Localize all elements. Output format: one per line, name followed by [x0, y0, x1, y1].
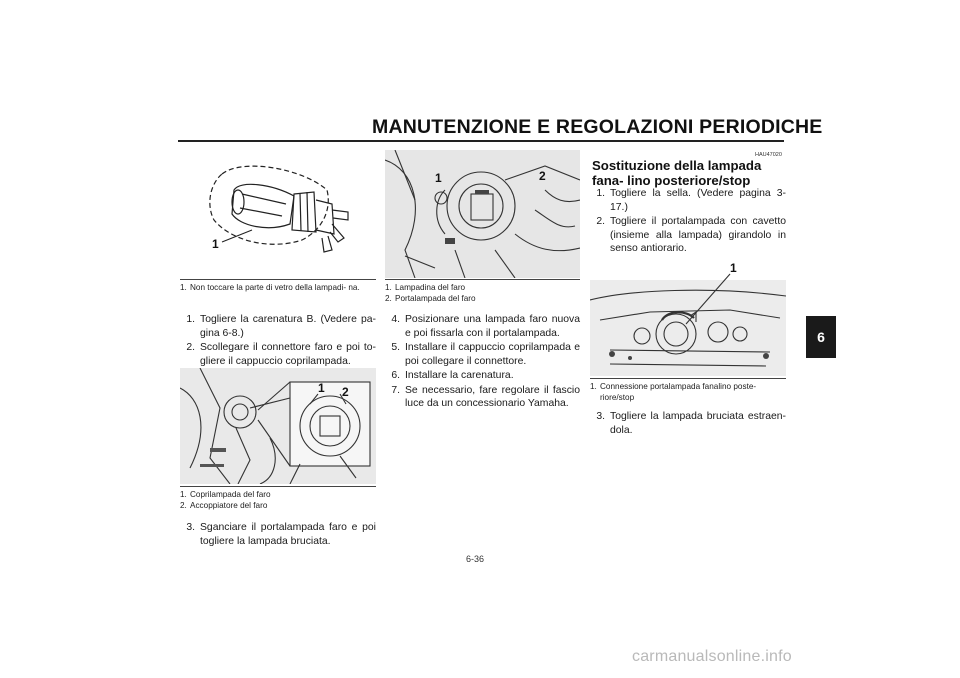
callout-bulb-1: 1 — [212, 237, 219, 251]
caption-rule — [180, 279, 376, 280]
figure-taillight — [590, 260, 786, 376]
callout-connector-2: 2 — [342, 385, 349, 399]
caption-item-text: Coprilampada del faro — [190, 490, 271, 499]
step-number: 5. — [391, 342, 400, 353]
caption-item — [180, 282, 376, 293]
step-text: Installare il cappuccio coprilampada e poi collegare il connettore. — [405, 342, 580, 367]
header-rule — [178, 140, 784, 142]
caption-item — [180, 489, 376, 500]
step-number: 2. — [186, 342, 195, 353]
step-number: 7. — [391, 384, 400, 396]
caption-rule — [180, 486, 376, 487]
page-number: 6-36 — [466, 554, 485, 564]
callout-connector-1: 1 — [318, 381, 325, 395]
caption-item-number: 2. — [180, 501, 187, 510]
step-text: Posizionare una lampada faro nuova e poi fissarla con il portalampada. — [405, 314, 580, 339]
caption-taillight — [590, 381, 786, 403]
step-item — [385, 369, 580, 383]
caption-item-number: 1. — [590, 382, 597, 391]
caption-item-number: 1. — [180, 490, 187, 499]
step-number: 1. — [596, 188, 605, 199]
caption-item — [385, 293, 580, 304]
step-number: 3. — [186, 522, 195, 533]
section-title: Sostituzione della lampada fana- lino posteriore/stop — [592, 158, 762, 188]
step-number: 4. — [391, 314, 400, 325]
watermark[interactable]: carmanualsonline.info — [632, 648, 792, 665]
step-text: Togliere la lampada bruciata estraen- dola. — [610, 411, 786, 436]
step-item — [590, 187, 786, 214]
step-text: Se necessario, fare regolare il fascio luce da un concessionario Yamaha. — [405, 384, 580, 409]
callout-headlight-2: 2 — [539, 169, 546, 183]
caption-item-text: Connessione portalampada fanalino poste- riore/stop — [600, 382, 757, 402]
caption-item — [180, 500, 376, 511]
step-text: Sganciare il portalampada faro e poi togliere la lampada bruciata. — [200, 522, 376, 547]
steps-col3-a — [590, 187, 786, 257]
section-code: HAU47020 — [755, 152, 782, 158]
steps-col2 — [385, 313, 580, 412]
caption-item-text: Portalampada del faro — [395, 294, 476, 303]
caption-item-text: Lampadina del faro — [395, 283, 466, 292]
steps-col1-b — [180, 521, 376, 549]
step-item — [590, 410, 786, 437]
step-item — [385, 341, 580, 368]
figure-headlight — [385, 150, 580, 278]
page-header-title: MANUTENZIONE E REGOLAZIONI PERIODICHE — [372, 116, 823, 138]
steps-col1-a — [180, 313, 376, 369]
caption-bulb — [180, 282, 376, 293]
step-item — [180, 313, 376, 340]
figure-connector — [180, 368, 376, 484]
step-number: 6. — [391, 370, 400, 381]
step-number: 2. — [596, 216, 605, 227]
caption-item-number: 1. — [180, 283, 187, 292]
step-item — [590, 215, 786, 256]
step-text: Scollegare il connettore faro e poi to- gliere il cappuccio coprilampada. — [200, 342, 376, 367]
step-item — [385, 384, 580, 411]
callout-taillight-1: 1 — [730, 261, 737, 275]
step-text: Togliere il portalampada con cavetto (insieme alla lampada) girandolo in senso antiorario. — [610, 216, 786, 254]
step-item — [180, 521, 376, 548]
caption-item-number: 1. — [385, 283, 392, 292]
caption-connector — [180, 489, 376, 511]
caption-item-text: Accoppiatore del faro — [190, 501, 268, 510]
step-item — [385, 313, 580, 340]
caption-headlight — [385, 282, 580, 304]
step-text: Togliere la sella. (Vedere pagina 3-17.) — [610, 188, 786, 213]
caption-item-text: Non toccare la parte di vetro della lampadi- na. — [190, 283, 360, 292]
chapter-tab[interactable]: 6 — [806, 316, 836, 358]
caption-rule — [590, 378, 786, 379]
caption-rule — [385, 279, 580, 280]
step-number: 1. — [186, 314, 195, 325]
caption-item-number: 2. — [385, 294, 392, 303]
step-item — [180, 341, 376, 368]
steps-col3-b — [590, 410, 786, 438]
step-number: 3. — [596, 411, 605, 422]
caption-item — [590, 381, 786, 403]
step-text: Installare la carenatura. — [405, 370, 514, 381]
figure-bulb — [182, 150, 378, 270]
caption-item — [385, 282, 580, 293]
callout-headlight-1: 1 — [435, 171, 442, 185]
step-text: Togliere la carenatura B. (Vedere pa- gina 6-8.) — [200, 314, 376, 339]
